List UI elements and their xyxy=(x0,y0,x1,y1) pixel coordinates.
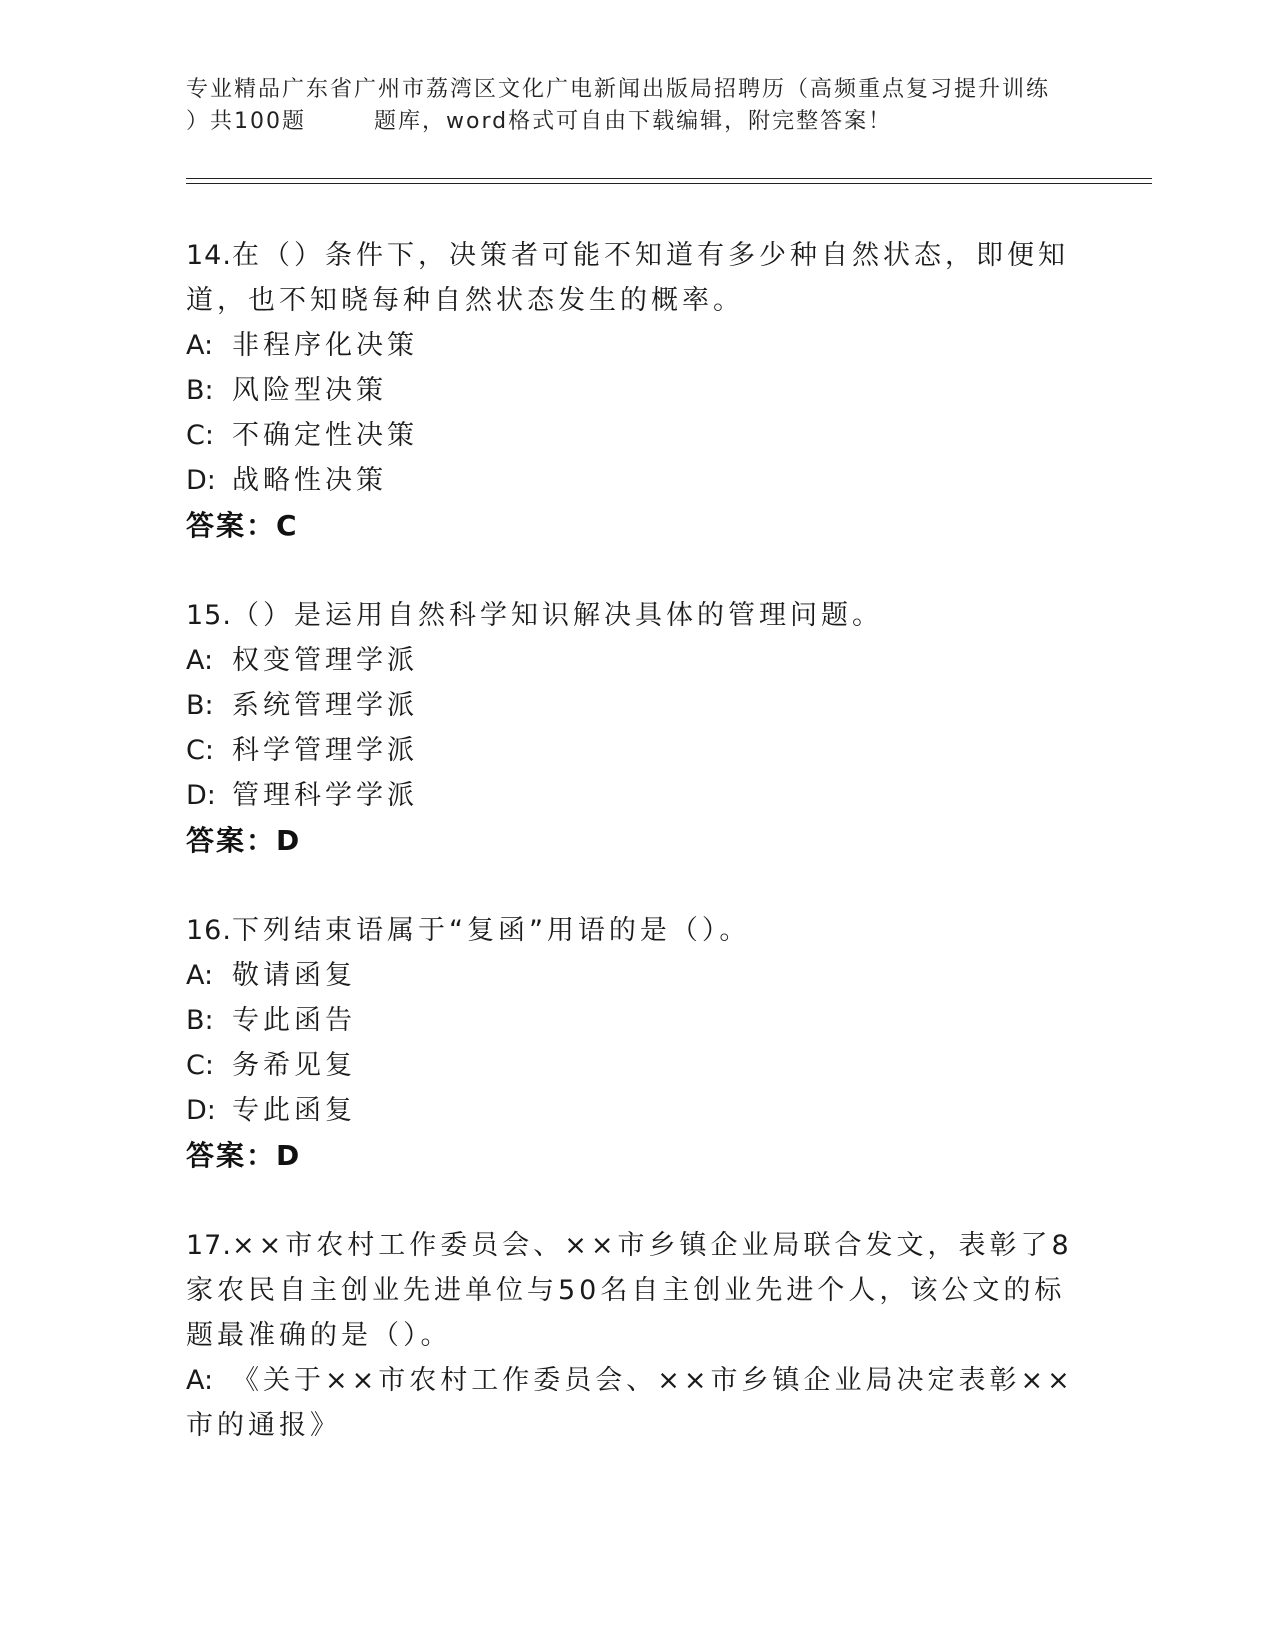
answer-line: 答案：D xyxy=(186,1139,302,1172)
option-a xyxy=(186,953,1086,998)
option-label: D: xyxy=(186,1095,216,1126)
option-label: A: xyxy=(186,1365,214,1396)
option-d xyxy=(186,458,1086,503)
question-stem xyxy=(186,1223,1086,1358)
question-number: 15. xyxy=(186,600,232,631)
question-17 xyxy=(186,1223,1086,1448)
question-text: （）是运用自然科学知识解决具体的管理问题。 xyxy=(231,600,883,631)
option-label: D: xyxy=(186,465,216,496)
header-rule-top xyxy=(186,178,1152,179)
question-stem xyxy=(186,593,1086,638)
option-text: 敬请函复 xyxy=(232,960,356,991)
header-line-2a: ）共100题 xyxy=(186,109,306,134)
option-text: 不确定性决策 xyxy=(232,420,418,451)
option-label: C: xyxy=(186,735,214,766)
option-c xyxy=(186,413,1086,458)
option-text: 《关于××市农村工作委员会、××市乡镇企业局决定表彰××市的通报》 xyxy=(186,1365,1074,1441)
option-text: 非程序化决策 xyxy=(232,330,418,361)
option-text: 管理科学学派 xyxy=(232,780,418,811)
option-b xyxy=(186,368,1086,413)
option-label: C: xyxy=(186,1050,214,1081)
question-number: 16. xyxy=(186,915,232,946)
option-c xyxy=(186,728,1086,773)
question-number: 17. xyxy=(186,1230,232,1261)
option-text: 系统管理学派 xyxy=(232,690,418,721)
option-text: 科学管理学派 xyxy=(232,735,418,766)
answer-line: 答案：C xyxy=(186,509,299,542)
answer-line: 答案：D xyxy=(186,824,302,857)
option-text: 务希见复 xyxy=(232,1050,356,1081)
question-16 xyxy=(186,908,1086,1179)
option-label: B: xyxy=(186,375,214,406)
header-rule-bottom xyxy=(186,183,1152,184)
question-14 xyxy=(186,233,1086,549)
header-line-2 xyxy=(186,106,1086,138)
question-text: 下列结束语属于“复函”用语的是（）。 xyxy=(231,915,751,946)
option-a xyxy=(186,638,1086,683)
option-text: 专此函告 xyxy=(232,1005,356,1036)
option-label: D: xyxy=(186,780,216,811)
header-line-1: 专业精品广东省广州市荔湾区文化广电新闻出版局招聘历（高频重点复习提升训练 xyxy=(186,77,1051,102)
option-c xyxy=(186,1043,1086,1088)
option-b xyxy=(186,683,1086,728)
option-text: 专此函复 xyxy=(232,1095,356,1126)
option-text: 权变管理学派 xyxy=(232,645,418,676)
option-d xyxy=(186,1088,1086,1133)
document-header xyxy=(186,74,1086,138)
question-text: ××市农村工作委员会、××市乡镇企业局联合发文，表彰了8家农民自主创业先进单位与50名自主创业先进个人，该公文的标题最准确的是（）。 xyxy=(186,1230,1073,1351)
option-label: A: xyxy=(186,960,214,991)
question-list xyxy=(186,233,1086,1492)
option-text: 战略性决策 xyxy=(232,465,387,496)
question-text: 在（）条件下，决策者可能不知道有多少种自然状态，即便知道，也不知晓每种自然状态发生的概率。 xyxy=(186,240,1069,316)
option-label: B: xyxy=(186,1005,214,1036)
header-line-2b: 题库，word格式可自由下载编辑，附完整答案！ xyxy=(374,109,893,134)
option-label: A: xyxy=(186,645,214,676)
question-number: 14. xyxy=(186,240,232,271)
question-15 xyxy=(186,593,1086,864)
option-a xyxy=(186,1358,1086,1448)
option-text: 风险型决策 xyxy=(232,375,387,406)
option-label: C: xyxy=(186,420,214,451)
option-d xyxy=(186,773,1086,818)
option-b xyxy=(186,998,1086,1043)
option-a xyxy=(186,323,1086,368)
option-label: B: xyxy=(186,690,214,721)
question-stem xyxy=(186,233,1086,323)
question-stem xyxy=(186,908,1086,953)
option-label: A: xyxy=(186,330,214,361)
